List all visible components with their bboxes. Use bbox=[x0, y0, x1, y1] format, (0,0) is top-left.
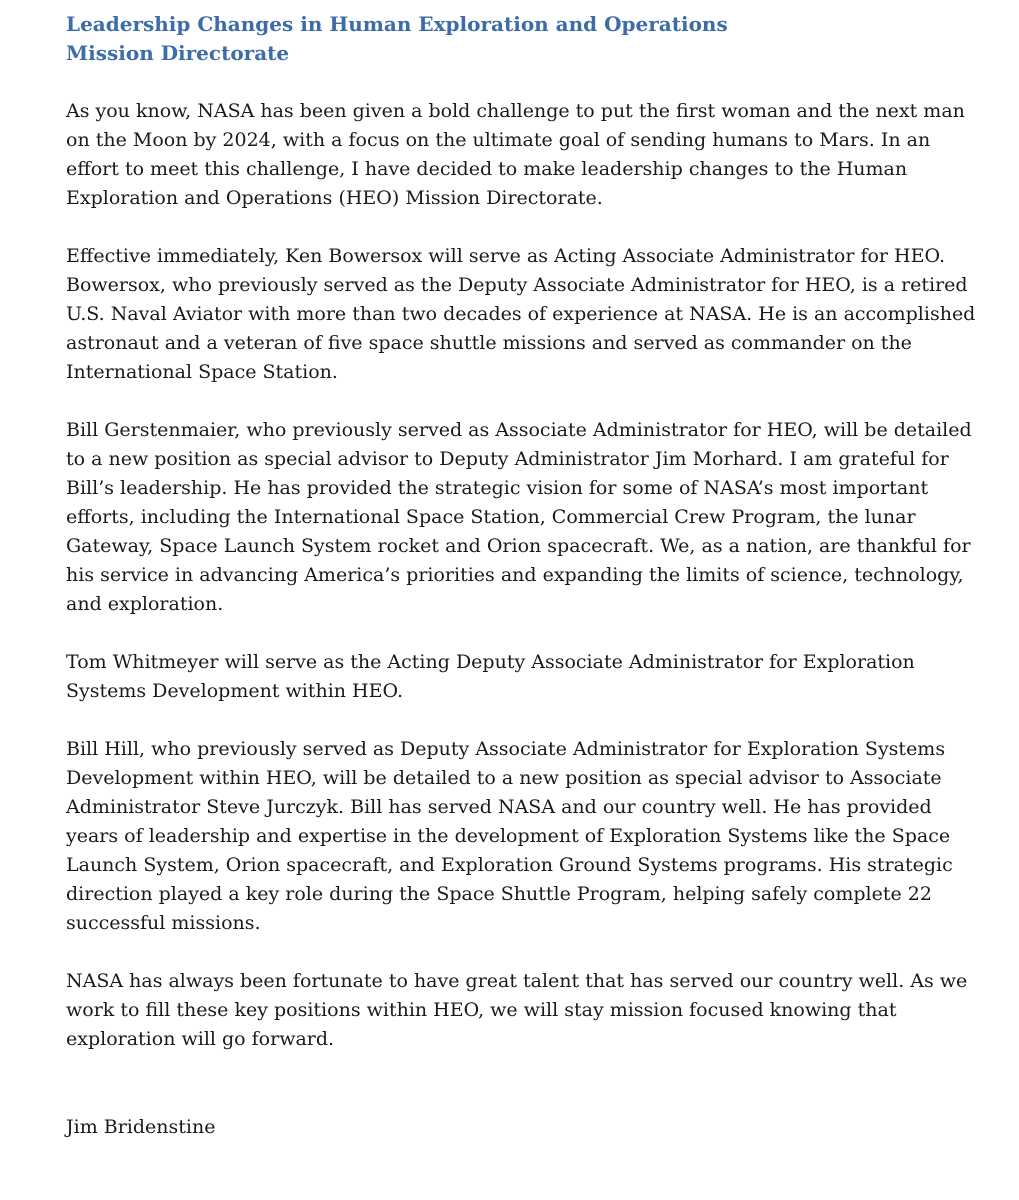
paragraph-hill bbox=[66, 735, 986, 938]
paragraph-line: Bill Hill, who previously served as Deputy Associate Administrator for Exploration Systems bbox=[66, 738, 946, 760]
paragraph-bowersox bbox=[66, 242, 986, 387]
paragraph-line: effort to meet this challenge, I have decided to make leadership changes to the Human bbox=[66, 158, 908, 180]
paragraph-line: on the Moon by 2024, with a focus on the ultimate goal of sending humans to Mars. In an bbox=[66, 129, 931, 151]
paragraph-line: Gateway, Space Launch System rocket and Orion spacecraft. We, as a nation, are thankful for bbox=[66, 535, 971, 557]
paragraph-line: U.S. Naval Aviator with more than two decades of experience at NASA. He is an accomplished bbox=[66, 303, 976, 325]
paragraph-whitmeyer bbox=[66, 648, 986, 706]
paragraph-line: Administrator Steve Jurczyk. Bill has served NASA and our country well. He has provided bbox=[66, 796, 932, 818]
paragraph-line: Launch System, Orion spacecraft, and Exploration Ground Systems programs. His strategic bbox=[66, 854, 953, 876]
paragraph-line: NASA has always been fortunate to have great talent that has served our country well. As we bbox=[66, 970, 968, 992]
paragraph-line: Bill Gerstenmaier, who previously served as Associate Administrator for HEO, will be detailed bbox=[66, 419, 972, 441]
paragraph-line: years of leadership and expertise in the development of Exploration Systems like the Space bbox=[66, 825, 951, 847]
paragraph-line: Exploration and Operations (HEO) Mission Directorate. bbox=[66, 187, 603, 209]
document-title bbox=[66, 10, 986, 68]
paragraph-line: and exploration. bbox=[66, 593, 224, 615]
paragraph-line: to a new position as special advisor to Deputy Administrator Jim Morhard. I am grateful for bbox=[66, 448, 949, 470]
paragraph-line: direction played a key role during the Space Shuttle Program, helping safely complete 22 bbox=[66, 883, 932, 905]
paragraph-line: Effective immediately, Ken Bowersox will serve as Acting Associate Administrator for HEO. bbox=[66, 245, 945, 267]
paragraph-line: Tom Whitmeyer will serve as the Acting Deputy Associate Administrator for Exploration bbox=[66, 651, 915, 673]
paragraph-line: exploration will go forward. bbox=[66, 1028, 335, 1050]
paragraph-line: Development within HEO, will be detailed to a new position as special advisor to Associate bbox=[66, 767, 942, 789]
paragraph-line: Bowersox, who previously served as the Deputy Associate Administrator for HEO, is a retired bbox=[66, 274, 968, 296]
paragraph-intro bbox=[66, 97, 986, 213]
paragraph-closing bbox=[66, 967, 986, 1054]
paragraph-gerstenmaier bbox=[66, 416, 986, 619]
paragraph-line: Systems Development within HEO. bbox=[66, 680, 403, 702]
document-body bbox=[66, 97, 986, 1083]
signature-name: Jim Bridenstine bbox=[66, 1116, 216, 1138]
paragraph-line: International Space Station. bbox=[66, 361, 338, 383]
paragraph-line: his service in advancing America’s priorities and expanding the limits of science, technology, bbox=[66, 564, 964, 586]
title-line-2: Mission Directorate bbox=[66, 41, 290, 65]
paragraph-line: successful missions. bbox=[66, 912, 261, 934]
paragraph-line: Bill’s leadership. He has provided the strategic vision for some of NASA’s most important bbox=[66, 477, 929, 499]
paragraph-line: efforts, including the International Space Station, Commercial Crew Program, the lunar bbox=[66, 506, 916, 528]
paragraph-line: As you know, NASA has been given a bold challenge to put the first woman and the next man bbox=[66, 100, 965, 122]
paragraph-line: work to fill these key positions within HEO, we will stay mission focused knowing that bbox=[66, 999, 897, 1021]
paragraph-line: astronaut and a veteran of five space shuttle missions and served as commander on the bbox=[66, 332, 912, 354]
title-line-1: Leadership Changes in Human Exploration and Operations bbox=[66, 12, 728, 36]
